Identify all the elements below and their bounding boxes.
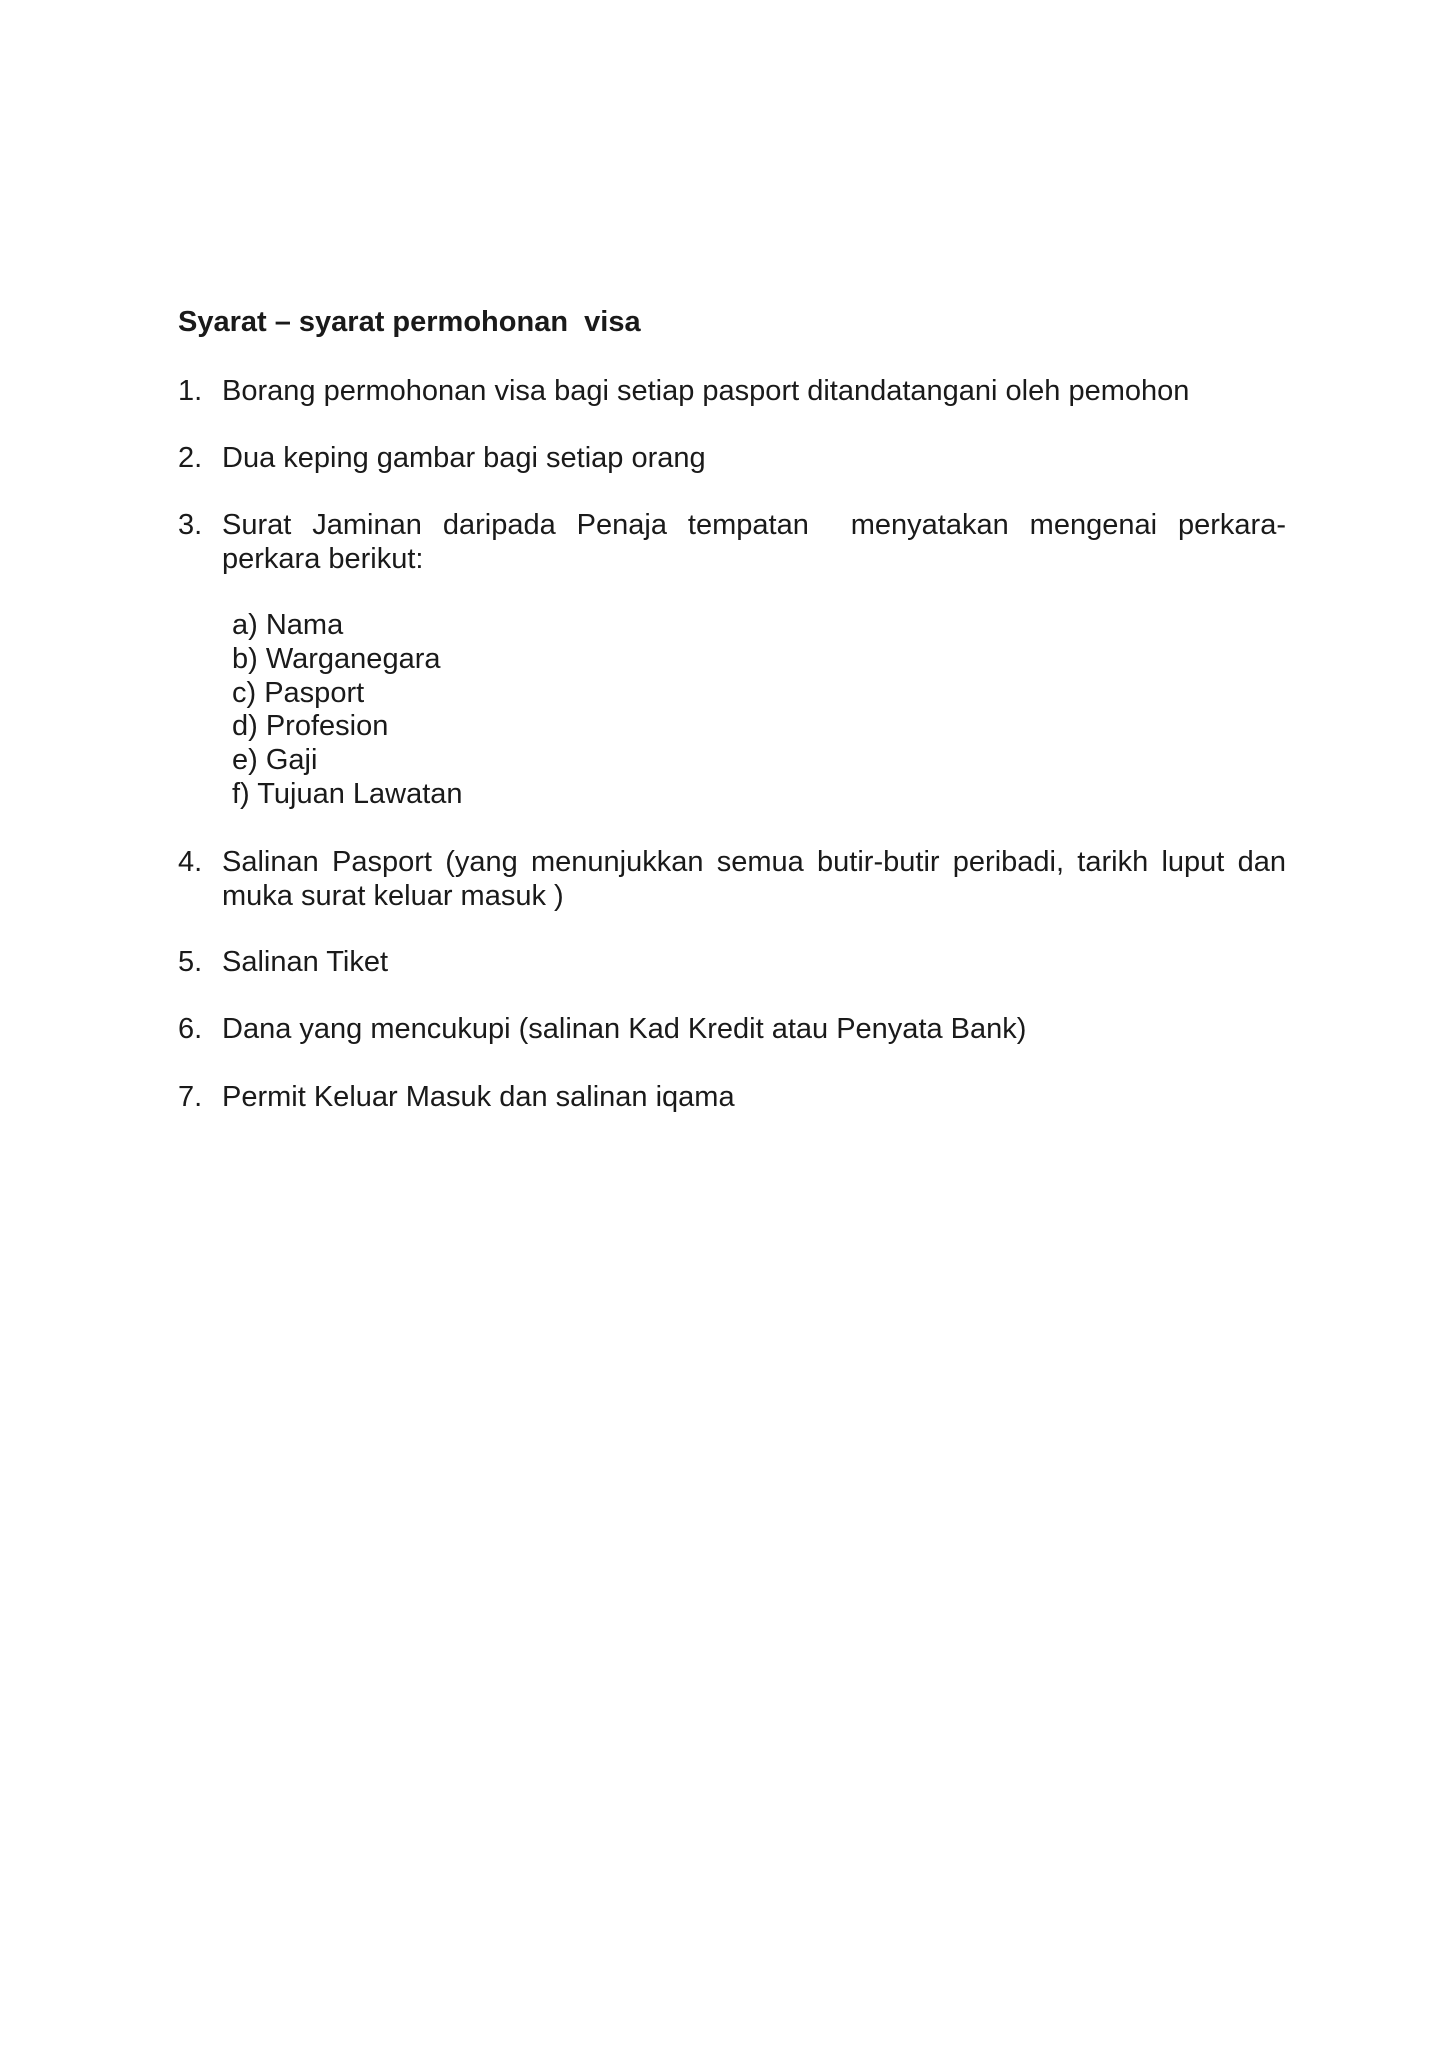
subitem-warganegara: b) Warganegara bbox=[232, 643, 441, 675]
subitem-nama: a) Nama bbox=[232, 609, 344, 641]
subitem-tujuan-lawatan: f) Tujuan Lawatan bbox=[232, 778, 463, 810]
item-number: 7. bbox=[178, 1081, 203, 1113]
item-text: Dua keping gambar bagi setiap orang bbox=[222, 442, 706, 474]
item-number: 2. bbox=[178, 442, 203, 474]
item-text: Borang permohonan visa bagi setiap pasport ditandatangani oleh pemohon bbox=[222, 375, 1190, 407]
item-text: Dana yang mencukupi (salinan Kad Kredit atau Penyata Bank) bbox=[222, 1013, 1027, 1045]
item-number: 3. bbox=[178, 509, 203, 541]
list-item bbox=[178, 1012, 1286, 1046]
item-text: Salinan Tiket bbox=[222, 946, 389, 978]
list-item bbox=[178, 441, 1286, 475]
item-text-line: Salinan Pasport (yang menunjukkan semua butir-butir peribadi, tarikh luput dan bbox=[222, 846, 1286, 878]
item-number: 4. bbox=[178, 846, 203, 878]
document-title: Syarat – syarat permohonan visa bbox=[178, 306, 641, 338]
subitem-profesion: d) Profesion bbox=[232, 710, 389, 742]
list-item bbox=[178, 845, 1286, 913]
subitem-gaji: e) Gaji bbox=[232, 744, 318, 776]
item-number: 1. bbox=[178, 375, 203, 407]
list-item bbox=[178, 1080, 1286, 1114]
item-number: 5. bbox=[178, 946, 203, 978]
item-number: 6. bbox=[178, 1013, 203, 1045]
item-text: Permit Keluar Masuk dan salinan iqama bbox=[222, 1081, 735, 1113]
list-item bbox=[178, 508, 1286, 576]
subitem-pasport: c) Pasport bbox=[232, 677, 365, 709]
list-item bbox=[178, 945, 1286, 979]
list-item bbox=[178, 374, 1286, 408]
item-text-line: muka surat keluar masuk ) bbox=[222, 880, 564, 912]
item-text-line: perkara berikut: bbox=[222, 543, 424, 575]
item-text-line: Surat Jaminan daripada Penaja tempatan menyatakan mengenai perkara- bbox=[222, 509, 1286, 541]
